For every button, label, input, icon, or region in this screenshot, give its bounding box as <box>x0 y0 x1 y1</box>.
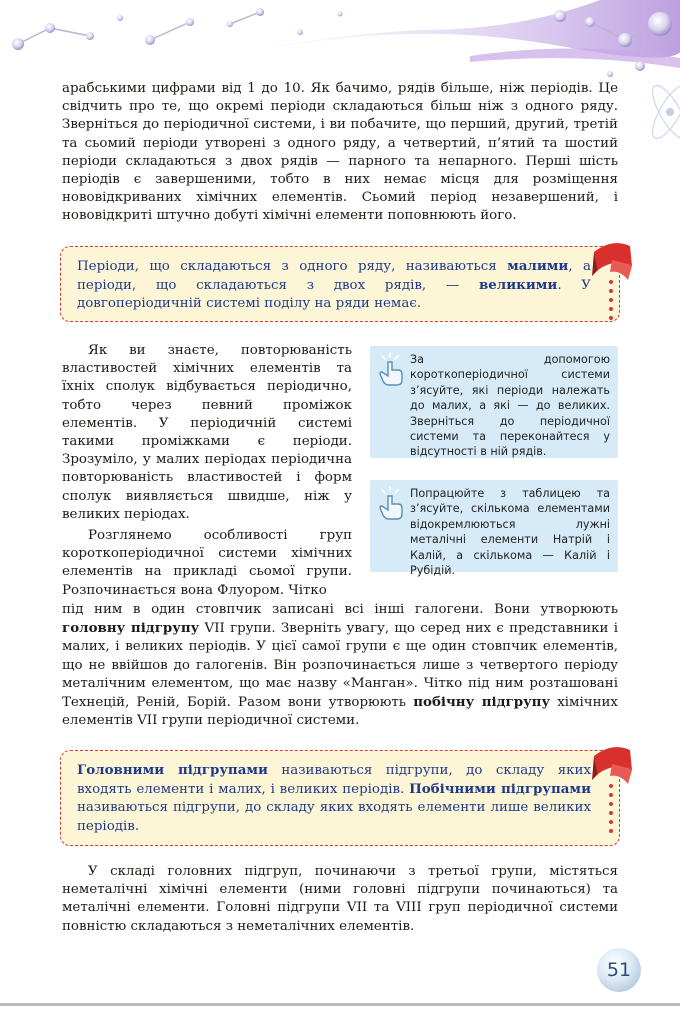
task-box-1 <box>370 346 618 458</box>
final-paragraph: У складі головних підгруп, починаючи з третьої групи, містяться неметалічні хімічні елементи (ними головні підгрупи починаються) та металічні елементи. Головні підгрупи VII та VIII груп періодичної системи повністю складаються з неметалічних елементів. <box>62 864 618 934</box>
intro-paragraph: арабськими цифрами від 1 до 10. Як бачимо, рядів більше, ніж періодів. Це свідчить про те, що окремі періоди складаються більш ніж з одного ряду. Зверніться до періодичної системи, і ви побачите, що перший, другий, третій та сьомий періоди утворені з одного ряду, а четвертий, п’ятий та шостий періоди складаються з двох рядів — парного та непарного. Перші шість періодів є завершеними, тобто в них немає місця для розміщення нововідкриваних хімічних елементів. Сьомий період незавершений, і нововідкриті штучно добуті хімічні елементи поповнюють його. <box>62 81 618 224</box>
definition-text-part: , а періоди, що складаються з двох рядів, — <box>77 259 591 294</box>
pointing-hand-icon <box>378 486 404 520</box>
subgroups-paragraph <box>62 601 618 730</box>
definition-text-part: . У довгоперіодичній системі поділу на ряди немає. <box>77 278 591 312</box>
term-main-subgroups: Головними підгрупами <box>77 762 268 778</box>
page-number: 51 <box>597 948 641 992</box>
atom-decoration <box>630 70 680 160</box>
definition-box-subgroups <box>60 750 620 846</box>
term-main-subgroup: головну підгрупу <box>62 620 200 637</box>
term-side-subgroups: Побічними підгрупами <box>409 781 591 798</box>
task-box-2 <box>370 480 618 578</box>
left-column-paragraph-1: Як ви знаєте, повторюваність властивостей хімічних елементів та їхніх сполук відбувається періодично, тобто через певний проміжок елементів. У періодичній системі такими проміжками є періоди. Зрозуміло, у малих періодах періодична повторюваність властивостей і форм сполук виявляється швидше, ніж у великих періодах. <box>62 343 352 522</box>
header-molecules-decoration <box>0 0 680 90</box>
red-ribbon-icon <box>592 740 634 786</box>
left-column-paragraph-2: Розглянемо особливості груп короткоперіодичної системи хімічних елементів на прикладі сьомої групи. Розпочинається вона Флуором. Чітко <box>62 528 352 598</box>
definition-text-periods <box>77 257 591 314</box>
definition-text-part: називаються підгрупи, до складу яких входять елементи і малих, і великих періодів. <box>77 763 591 798</box>
term-large-periods: великими <box>478 277 558 294</box>
term-side-subgroup: побічну підгрупу <box>413 694 551 711</box>
dotted-edge-decoration <box>607 779 615 838</box>
definition-text-subgroups <box>77 761 591 836</box>
definition-text-part: називаються підгрупи, до складу яких входять елементи лише великих періодів. <box>77 800 591 834</box>
definition-box-periods <box>60 246 620 322</box>
task-2-text: Попрацюйте з таблицею та з’ясуйте, скількома елементами відокремлюються лужні металічні елементи Натрій і Калій, а скількома — Калій і Рубідій. <box>410 487 610 578</box>
paragraph-text-part: під ним в один стовпчик записані всі інші галогени. Вони утворюють <box>62 602 618 617</box>
bottom-divider <box>0 1003 680 1006</box>
term-small-periods: малими <box>507 258 569 274</box>
task-1-text: За допомогою короткоперіодичної системи з’ясуйте, які періоди належать до малих, а які — до великих. Зверніться до періодичної системи та переконайтеся у відсутності в ній рядів. <box>410 353 610 459</box>
paragraph-text-part: VII групи. Зверніть увагу, що серед них є представники і малих, і великих періодів. У цієї самої групи є ще один стовпчик елементів, що не ввійшов до галогенів. Він розпочинається лише з четвертого періоду металічним елементом, що має назву «Манган». Чітко під ним розташовані Технецій, Реній, Борій. Разом вони утворюють <box>62 621 618 711</box>
definition-text-part: Періоди, що складаються з одного ряду, називаються <box>77 259 508 274</box>
dotted-edge-decoration <box>607 275 615 325</box>
red-ribbon-icon <box>592 236 634 282</box>
paragraph-text-part: хімічних елементів VII групи періодичної системи. <box>62 695 618 729</box>
pointing-hand-icon <box>378 352 404 386</box>
